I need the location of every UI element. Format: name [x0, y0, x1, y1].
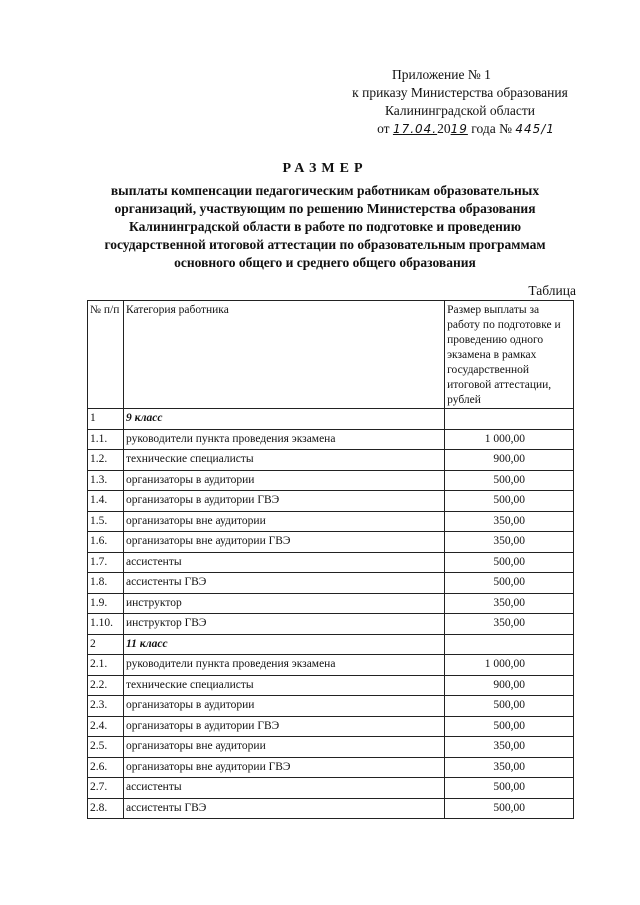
row-category: руководители пункта проведения экзамена: [123, 655, 444, 676]
table-row: [88, 655, 574, 676]
title-heading: РАЗМЕР: [282, 161, 368, 176]
row-number: 1.10.: [88, 614, 124, 635]
row-number: 2.5.: [88, 737, 124, 758]
appendix-header: [330, 66, 590, 138]
row-number: 1.4.: [88, 491, 124, 512]
title-line-1: выплаты компенсации педагогическим работникам образовательных: [110, 183, 540, 198]
row-number: 1.1.: [88, 429, 124, 450]
table-row: [88, 491, 574, 512]
date-year-suffix: 19: [450, 122, 468, 136]
table-section-row: [88, 634, 574, 655]
row-amount: 1 000,00: [445, 429, 574, 450]
payment-table: [87, 300, 574, 819]
row-category: организаторы в аудитории ГВЭ: [123, 491, 444, 512]
number-label: года №: [471, 121, 512, 136]
row-number: 1.2.: [88, 450, 124, 471]
row-number: 2.8.: [88, 798, 124, 819]
row-amount: 500,00: [445, 778, 574, 799]
table-row: [88, 696, 574, 717]
row-number: 2.1.: [88, 655, 124, 676]
title-line-3: Калининградской области в работе по подготовке и проведению: [128, 219, 522, 234]
row-category: инструктор ГВЭ: [123, 614, 444, 635]
row-amount: 350,00: [445, 511, 574, 532]
table-row: [88, 675, 574, 696]
row-number: 2.6.: [88, 757, 124, 778]
table-row: [88, 798, 574, 819]
table-row: [88, 716, 574, 737]
table-row: [88, 429, 574, 450]
row-category: руководители пункта проведения экзамена: [123, 429, 444, 450]
row-number: 1: [88, 409, 124, 430]
row-category: организаторы в аудитории ГВЭ: [123, 716, 444, 737]
row-category: организаторы в аудитории: [123, 470, 444, 491]
table-header-row: [88, 301, 574, 409]
table-label: Таблица: [528, 283, 576, 298]
title-line-5: основного общего и среднего общего образования: [174, 255, 476, 270]
table-row: [88, 532, 574, 553]
table-row: [88, 450, 574, 471]
row-amount: 350,00: [445, 593, 574, 614]
row-amount: 500,00: [445, 573, 574, 594]
title-line-2: организаций, участвующим по решению Министерства образования: [114, 201, 536, 216]
table-row: [88, 778, 574, 799]
row-number: 2.3.: [88, 696, 124, 717]
table-row: [88, 511, 574, 532]
section-title: 9 класс: [123, 409, 444, 430]
row-amount: [445, 634, 574, 655]
row-number: 1.5.: [88, 511, 124, 532]
row-number: 1.7.: [88, 552, 124, 573]
row-amount: 350,00: [445, 614, 574, 635]
row-number: 1.8.: [88, 573, 124, 594]
table-row: [88, 614, 574, 635]
row-number: 2.4.: [88, 716, 124, 737]
row-amount: 350,00: [445, 737, 574, 758]
row-number: 1.6.: [88, 532, 124, 553]
table-row: [88, 470, 574, 491]
row-category: ассистенты: [123, 778, 444, 799]
row-amount: 500,00: [445, 470, 574, 491]
row-number: 2.7.: [88, 778, 124, 799]
row-amount: 900,00: [445, 675, 574, 696]
date-prefix: от: [377, 121, 390, 136]
title-line-4: государственной итоговой аттестации по образовательным программам: [104, 237, 546, 252]
row-category: организаторы вне аудитории: [123, 737, 444, 758]
row-amount: 350,00: [445, 532, 574, 553]
row-number: 1.9.: [88, 593, 124, 614]
row-amount: [445, 409, 574, 430]
row-category: ассистенты ГВЭ: [123, 573, 444, 594]
document-title: [40, 160, 610, 272]
row-amount: 900,00: [445, 450, 574, 471]
order-number: 445/1: [515, 122, 555, 136]
row-category: ассистенты ГВЭ: [123, 798, 444, 819]
row-amount: 350,00: [445, 757, 574, 778]
row-amount: 500,00: [445, 798, 574, 819]
row-amount: 500,00: [445, 552, 574, 573]
table-row: [88, 737, 574, 758]
row-category: технические специалисты: [123, 675, 444, 696]
row-amount: 1 000,00: [445, 655, 574, 676]
table-body: [88, 409, 574, 819]
header-amount: Размер выплаты за работу по подготовке и проведению одного экзамена в рамках государственной итоговой аттестации, рублей: [445, 301, 574, 409]
row-amount: 500,00: [445, 491, 574, 512]
row-number: 1.3.: [88, 470, 124, 491]
appendix-order-ref: к приказу Министерства образования: [352, 85, 568, 100]
table-section-row: [88, 409, 574, 430]
appendix-region: Калининградской области: [384, 103, 536, 118]
table-row: [88, 573, 574, 594]
row-number: 2: [88, 634, 124, 655]
date-day-month: 17.04.: [392, 122, 438, 136]
header-category: Категория работника: [123, 301, 444, 409]
row-amount: 500,00: [445, 716, 574, 737]
row-category: ассистенты: [123, 552, 444, 573]
appendix-date-line: [330, 120, 590, 138]
table-row: [88, 552, 574, 573]
row-category: организаторы вне аудитории: [123, 511, 444, 532]
header-number: № п/п: [88, 301, 124, 409]
appendix-title: Приложение № 1: [392, 67, 491, 82]
table-row: [88, 593, 574, 614]
row-category: организаторы вне аудитории ГВЭ: [123, 757, 444, 778]
row-amount: 500,00: [445, 696, 574, 717]
row-number: 2.2.: [88, 675, 124, 696]
row-category: технические специалисты: [123, 450, 444, 471]
date-year-prefix: 20: [437, 121, 451, 136]
row-category: инструктор: [123, 593, 444, 614]
table-row: [88, 757, 574, 778]
section-title: 11 класс: [123, 634, 444, 655]
row-category: организаторы вне аудитории ГВЭ: [123, 532, 444, 553]
row-category: организаторы в аудитории: [123, 696, 444, 717]
